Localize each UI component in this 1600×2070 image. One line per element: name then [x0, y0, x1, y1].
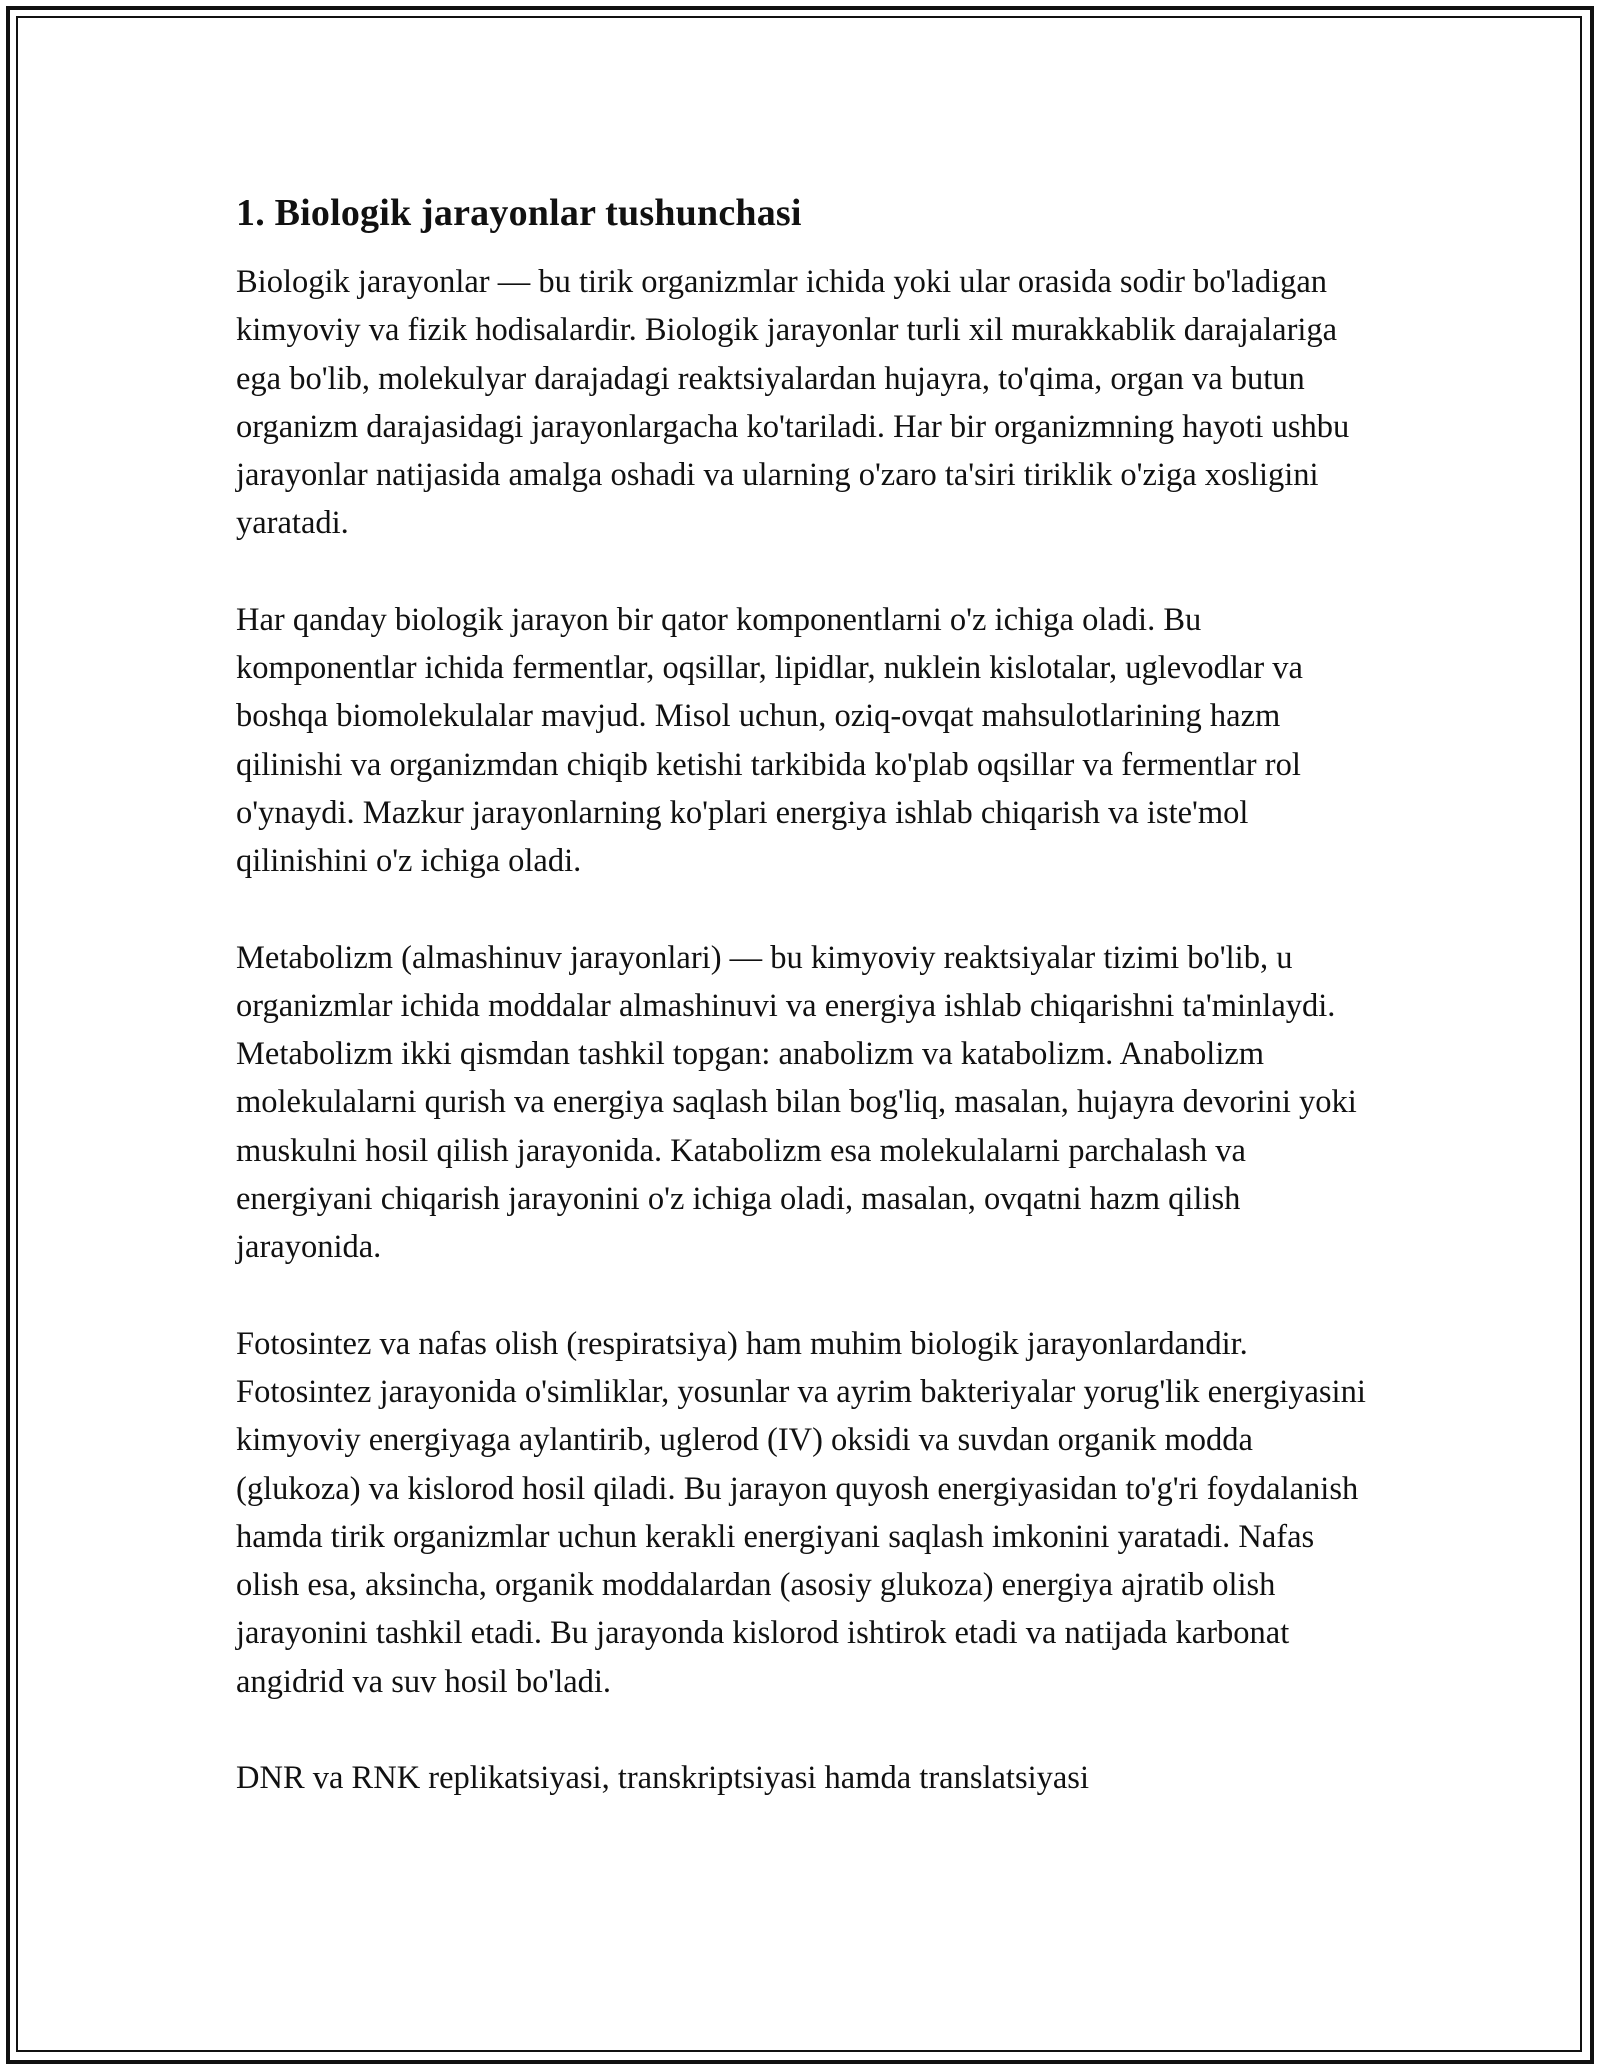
paragraph-photosynthesis: Fotosintez va nafas olish (respiratsiya) ham muhim biologik jarayonlardandir. Fotosintez jarayonida o'simliklar, yosunlar va ayrim bakteriyalar yorug'lik energiyasini kimyoviy energiyaga aylantirib, uglerod (IV) oksidi va suvdan organik modda (glukoza) va kislorod hosil qiladi. Bu jarayon quyosh energiyasidan to'g'ri foydalanish hamda tirik organizmlar uchun kerakli energiyani saqlash imkonini yaratadi. Nafas olish esa, aksincha, organik moddalardan (asosiy glukoza) energiya ajratib olish jarayonini tashkil etadi. Bu jarayonda kislorod ishtirok etadi va natijada karbonat angidrid va suv hosil bo'ladi.	[236, 1325, 1366, 1700]
paragraph-biological-processes: Biologik jarayonlar — bu tirik organizmlar ichida yoki ular orasida sodir bo'ladigan kimyoviy va fizik hodisalardir. Biologik jarayonlar turli xil murakkablik darajalariga ega bo'lib, molekulyar darajadagi reaktsiyalardan hujayra, to'qima, organ va butun organizm darajasidagi jarayonlargacha ko'tariladi. Har bir organizmning hayoti ushbu jarayonlar natijasida amalga oshadi va ularning o'zaro ta'siri tiriklik o'ziga xosligini yaratadi.	[236, 264, 1350, 542]
paragraph-dna-rna: DNR va RNK replikatsiyasi, transkriptsiyasi hamda translatsiyasi	[236, 1760, 1089, 1797]
document-body	[236, 188, 1366, 1802]
paragraph-metabolism: Metabolizm (almashinuv jarayonlari) — bu kimyoviy reaktsiyalar tizimi bo'lib, u organizmlar ichida moddalar almashinuvi va energiya ishlab chiqarishni ta'minlaydi. Metabolizm ikki qismdan tashkil topgan: anabolizm va katabolizm. Anabolizm molekulalarni qurish va energiya saqlash bilan bog'liq, masalan, hujayra devorini yoki muskulni hosil qilish jarayonida. Katabolizm esa molekulalarni parchalash va energiyani chiqarish jarayonini o'z ichiga oladi, masalan, ovqatni hazm qilish jarayonida.	[236, 939, 1357, 1266]
section-heading: 1. Biologik jarayonlar tushunchasi	[236, 192, 802, 234]
paragraph-components: Har qanday biologik jarayon bir qator komponentlarni o'z ichiga oladi. Bu komponentlar ichida fermentlar, oqsillar, lipidlar, nuklein kislotalar, uglevodlar va boshqa biomolekulalar mavjud. Misol uchun, oziq-ovqat mahsulotlarining hazm qilinishi va organizmdan chiqib ketishi tarkibida ko'plab oqsillar va fermentlar rol o'ynaydi. Mazkur jarayonlarning ko'plari energiya ishlab chiqarish va iste'mol qilinishini o'z ichiga oladi.	[236, 601, 1303, 880]
